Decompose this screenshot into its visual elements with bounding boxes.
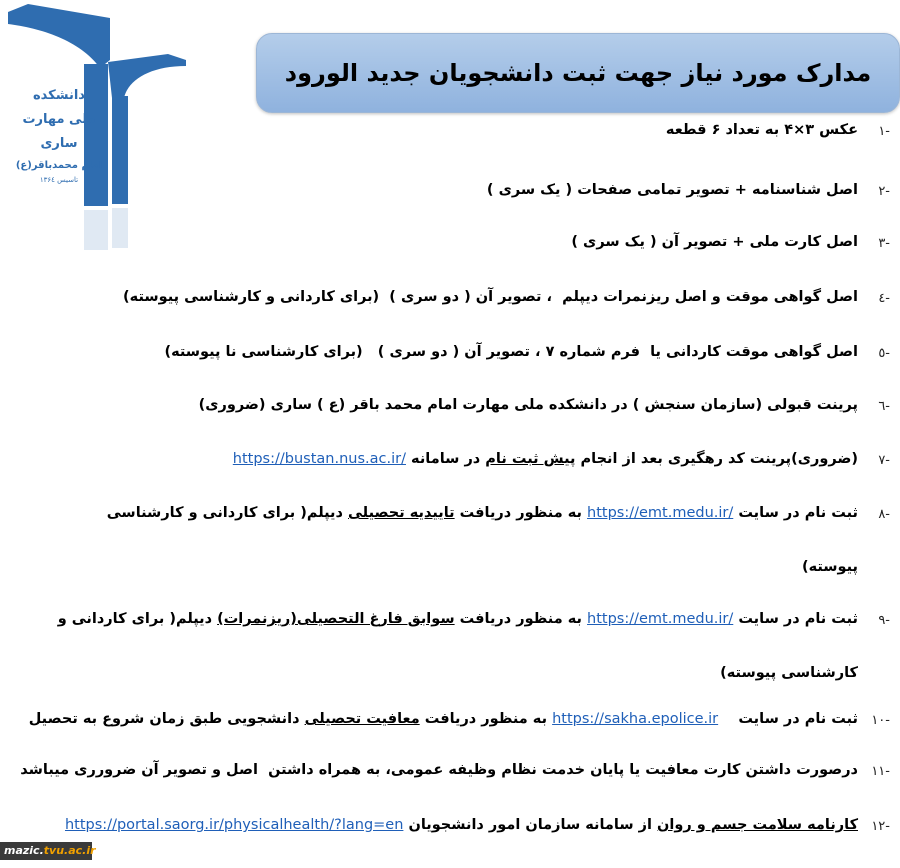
item-number: -٥ — [878, 346, 890, 361]
underlined-text: کارنامه سلامت جسم و روان — [657, 817, 858, 833]
item-text: ثبت نام در سایت — [718, 711, 858, 727]
list-item-line — [802, 559, 858, 575]
list-item-line — [107, 505, 858, 521]
item-text: ثبت نام در سایت — [733, 611, 858, 627]
link[interactable]: https://bustan.nus.ac.ir/ — [232, 451, 406, 467]
item-text: عکس ۳×۴ به تعداد ۶ قطعه — [665, 122, 858, 138]
list-item-line — [58, 611, 858, 627]
item-number: -۸ — [878, 507, 890, 522]
item-number: -۱۰ — [871, 713, 890, 728]
list-item-line — [65, 817, 858, 833]
link[interactable]: https://emt.medu.ir/ — [587, 611, 734, 627]
link[interactable]: https://portal.saorg.ir/physicalhealth/?lang=en — [64, 817, 404, 833]
logo-line: ملی مهارت — [22, 112, 96, 127]
item-text: درصورت داشتن کارت معافیت یا پایان خدمت نظام وظیفه عمومی، به همراه داشتن اصل و تصویر آن ضرورری میباشد — [20, 762, 858, 778]
item-text: اصل کارت ملی + تصویر آن ( یک سری ) — [571, 234, 858, 250]
site-badge — [0, 842, 96, 860]
list-item-line — [123, 289, 858, 305]
list-item-line — [164, 344, 858, 360]
underlined-text: پیش ثبت نام — [485, 451, 576, 467]
list-item-line — [233, 451, 858, 467]
item-text: به منظور دریافت — [419, 711, 553, 727]
item-text: به منظور دریافت — [454, 505, 588, 521]
item-text: دانشجویی طبق زمان شروع به تحصیل — [28, 711, 305, 727]
item-text: به منظور دریافت — [454, 611, 588, 627]
item-text: اصل گواهی موقت و اصل ریزنمرات دیپلم ، تصویر آن ( دو سری ) (برای کاردانی و کارشناسی پیوسته) — [123, 289, 858, 305]
list-item-line — [487, 182, 858, 198]
item-text: دیپلم( برای کاردانی و — [57, 611, 218, 627]
list-item-line — [199, 397, 858, 413]
item-text: اصل گواهی موقت کاردانی یا فرم شماره ۷ ، تصویر آن ( دو سری ) (برای کارشناسی نا پیوسته) — [164, 344, 858, 360]
item-text: کارشناسی پیوسته) — [720, 665, 858, 681]
badge-prefix: mazic. — [4, 844, 44, 857]
item-text: پرینت قبولی (سازمان سنجش ) در دانشکده ملی مهارت امام محمد باقر (ع ) ساری (ضروری) — [198, 397, 858, 413]
pillars-logo-icon — [0, 0, 200, 260]
item-number: -۱۱ — [871, 764, 890, 779]
link[interactable]: https://sakha.epolice.ir — [552, 711, 719, 727]
item-text: دیپلم( برای کاردانی و کارشناسی — [106, 505, 348, 521]
logo-line: تاسیس ۱۳۶٤ — [39, 176, 79, 184]
item-number: -۲ — [878, 184, 890, 199]
item-text: پیوسته) — [801, 559, 858, 575]
page-title: مدارک مورد نیاز جهت ثبت دانشجویان جدید الورود — [284, 59, 872, 87]
item-number: -۱ — [878, 124, 890, 139]
list-item-line — [666, 122, 858, 138]
item-text: در سامانه — [405, 451, 486, 467]
logo-line: ساری — [40, 136, 78, 151]
item-number: -٦ — [878, 399, 890, 414]
item-text: اصل شناسنامه + تصویر تمامی صفحات ( یک سری ) — [486, 182, 858, 198]
list-item-line — [29, 711, 858, 727]
list-item-line — [20, 762, 858, 778]
item-text: از سامانه سازمان امور دانشجویان — [403, 817, 658, 833]
logo-line: دانشکده — [33, 88, 85, 103]
item-number: -۷ — [878, 453, 890, 468]
item-number: -۹ — [878, 613, 890, 628]
college-logo — [0, 0, 200, 260]
item-number: -٤ — [878, 291, 890, 306]
logo-line: امام محمدباقر(ع) — [15, 160, 103, 171]
underlined-text: معافیت تحصیلی — [304, 711, 420, 727]
item-number: -۱۲ — [871, 819, 890, 834]
badge-suffix: tvu.ac.ir — [43, 844, 96, 857]
list-item-line — [571, 234, 858, 250]
list-item-line — [720, 665, 858, 681]
underlined-text: تاییدیه تحصیلی — [348, 505, 455, 521]
link[interactable]: https://emt.medu.ir/ — [587, 505, 734, 521]
item-number: -۳ — [878, 236, 890, 251]
title-banner — [256, 33, 900, 113]
item-text: (ضروری)پرینت کد رهگیری بعد از انجام — [575, 451, 858, 467]
item-text: ثبت نام در سایت — [733, 505, 858, 521]
underlined-text: سوابق فارغ التحصیلی(ریزنمرات) — [217, 611, 455, 627]
